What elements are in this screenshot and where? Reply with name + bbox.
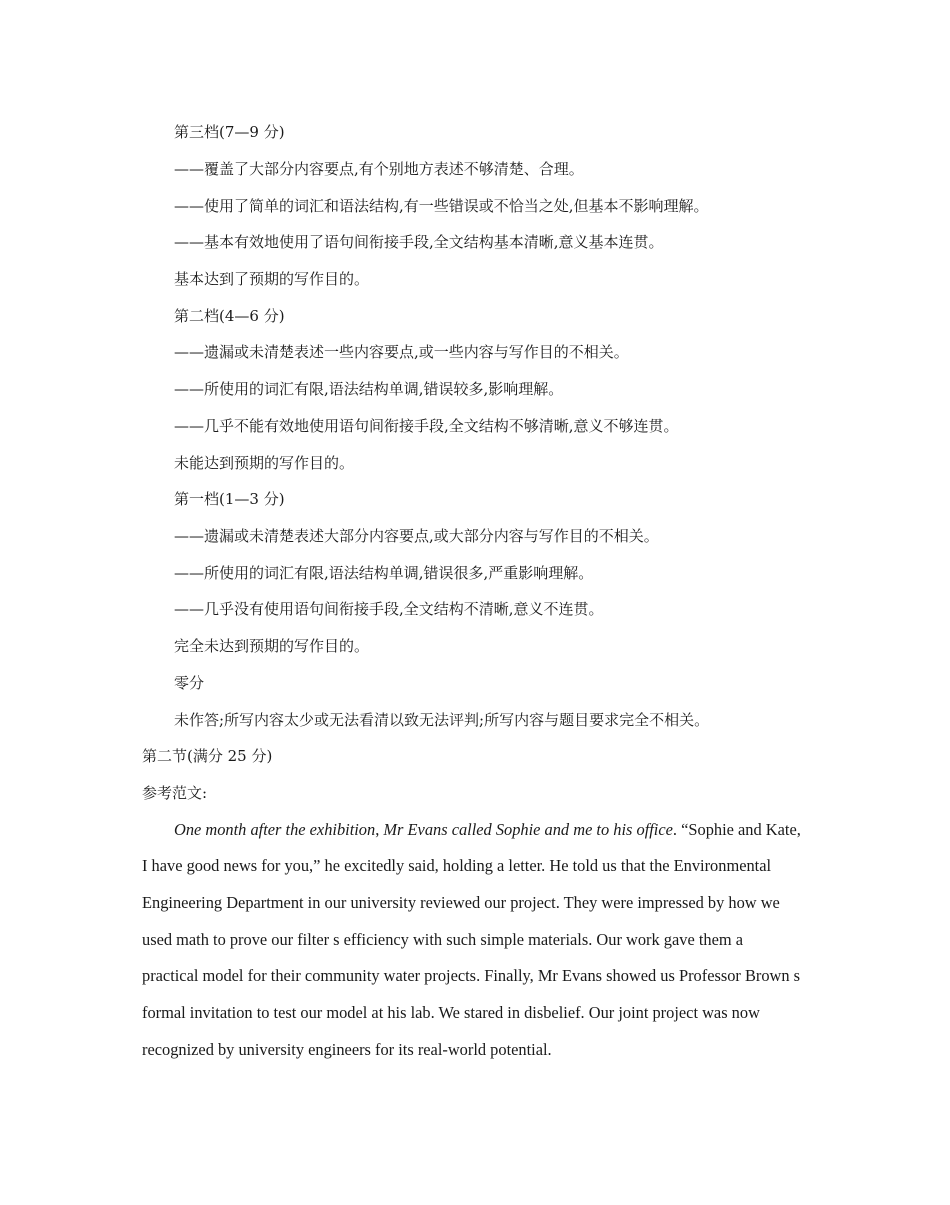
- tier1-heading: 第一档(1—3 分): [174, 490, 285, 508]
- essay-line-1-italic-a: One month after the exhibition: [174, 820, 376, 839]
- essay-line-2: I have good news for you,” he excitedly said, holding a letter. He told us that the Environmental: [142, 856, 772, 875]
- tier2-summary: 未能达到预期的写作目的。: [174, 454, 355, 472]
- tier1-point-2: ——所使用的词汇有限,语法结构单调,错误很多,严重影响理解。: [174, 564, 594, 582]
- tier3-point-2: ——使用了简单的词汇和语法结构,有一些错误或不恰当之处,但基本不影响理解。: [174, 197, 709, 215]
- essay-line-1-italic-b: Mr Evans called Sophie and me to his office: [383, 820, 673, 839]
- tier3-point-1: ——覆盖了大部分内容要点,有个别地方表述不够清楚、合理。: [174, 160, 584, 178]
- tier0-description: 未作答;所写内容太少或无法看清以致无法评判;所写内容与题目要求完全不相关。: [174, 711, 710, 729]
- sample-essay-label: 参考范文:: [142, 784, 208, 802]
- tier2-point-1: ——遗漏或未清楚表述一些内容要点,或一些内容与写作目的不相关。: [174, 343, 629, 361]
- essay-line-6: formal invitation to test our model at his lab. We stared in disbelief. Our joint project was now: [142, 1003, 760, 1022]
- tier1-point-3: ——几乎没有使用语句间衔接手段,全文结构不清晰,意义不连贯。: [174, 600, 604, 618]
- essay-line-7: recognized by university engineers for its real-world potential.: [142, 1040, 552, 1059]
- tier1-summary: 完全未达到预期的写作目的。: [174, 637, 370, 655]
- essay-line-1: [174, 820, 801, 840]
- tier2-point-3: ——几乎不能有效地使用语句间衔接手段,全文结构不够清晰,意义不够连贯。: [174, 417, 679, 435]
- tier3-point-3: ——基本有效地使用了语句间衔接手段,全文结构基本清晰,意义基本连贯。: [174, 233, 664, 251]
- essay-line-1-comma: ,: [375, 820, 384, 839]
- tier0-heading: 零分: [174, 674, 205, 692]
- tier3-summary: 基本达到了预期的写作目的。: [174, 270, 370, 288]
- tier1-point-1: ——遗漏或未清楚表述大部分内容要点,或大部分内容与写作目的不相关。: [174, 527, 659, 545]
- essay-line-1-rest: . “Sophie and Kate,: [672, 820, 801, 839]
- essay-line-3: Engineering Department in our university reviewed our project. They were impressed by how we: [142, 893, 780, 912]
- essay-line-5: practical model for their community water projects. Finally, Mr Evans showed us Professor Brown s: [142, 966, 801, 985]
- tier3-heading: 第三档(7—9 分): [174, 123, 285, 141]
- tier2-heading: 第二档(4—6 分): [174, 307, 285, 325]
- tier2-point-2: ——所使用的词汇有限,语法结构单调,错误较多,影响理解。: [174, 380, 564, 398]
- essay-line-4: used math to prove our filter s efficiency with such simple materials. Our work gave them a: [142, 930, 743, 949]
- section2-heading: 第二节(满分 25 分): [142, 747, 273, 765]
